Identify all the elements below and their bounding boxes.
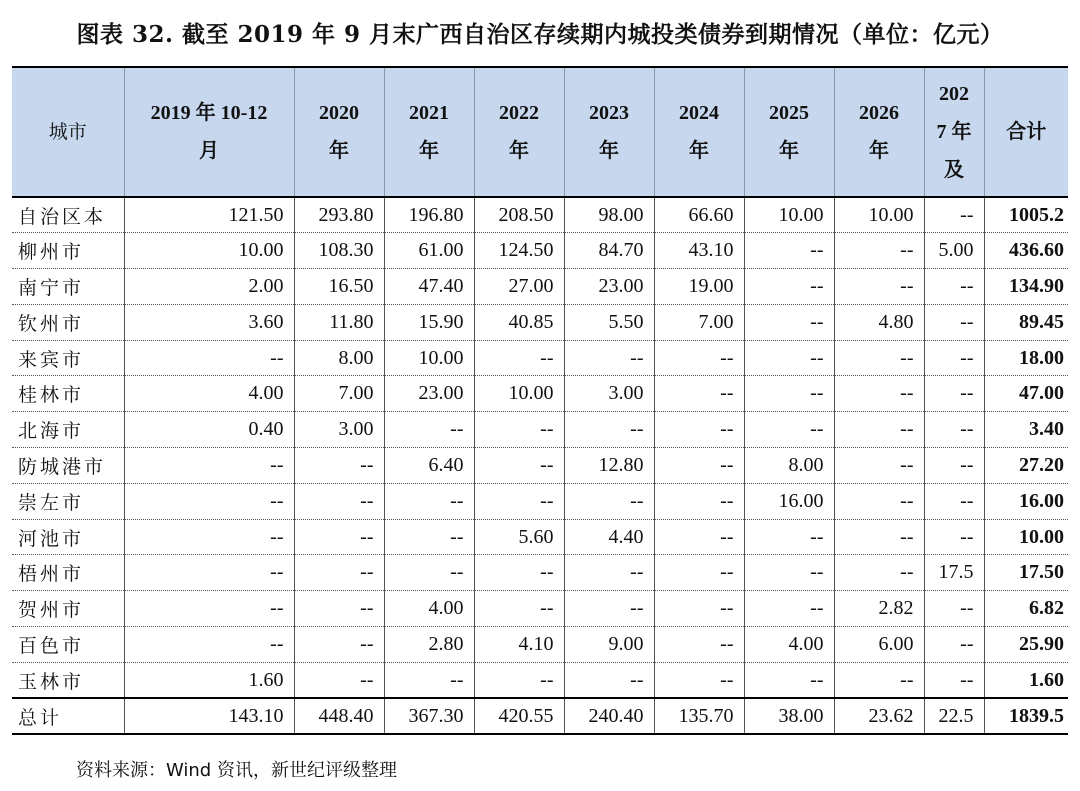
city-cell: 自治区本	[12, 197, 124, 233]
table-row	[12, 197, 1068, 233]
value-cell: 98.00	[564, 197, 654, 233]
header-year-line1: 2021	[409, 102, 449, 124]
value-cell: 1.60	[124, 662, 294, 698]
header-year-line2: 月	[199, 140, 219, 162]
value-cell: 3.00	[564, 376, 654, 412]
value-cell: --	[924, 448, 984, 484]
value-cell: --	[654, 591, 744, 627]
total-cell: 18.00	[984, 340, 1068, 376]
header-year-line2: 年	[689, 140, 709, 162]
value-cell: 4.00	[124, 376, 294, 412]
city-cell: 梧州市	[12, 555, 124, 591]
value-cell: 4.80	[834, 304, 924, 340]
value-cell: --	[654, 555, 744, 591]
value-cell: --	[744, 591, 834, 627]
value-cell: --	[744, 340, 834, 376]
source-note: 资料来源：Wind 资讯，新世纪评级整理	[76, 760, 397, 781]
value-cell: 10.00	[474, 376, 564, 412]
value-cell: 5.60	[474, 519, 564, 555]
value-cell: --	[924, 197, 984, 233]
header-year-last-line2: 7 年	[936, 121, 972, 143]
value-cell: --	[654, 519, 744, 555]
value-cell: --	[654, 662, 744, 698]
header-year	[654, 67, 744, 197]
value-cell: 16.50	[294, 269, 384, 305]
city-cell: 百色市	[12, 627, 124, 663]
value-cell: 23.00	[384, 376, 474, 412]
value-cell: --	[924, 269, 984, 305]
table-title: 图表 32. 截至 2019 年 9 月末广西自治区存续期内城投类债券到期情况（单位：亿元）	[76, 21, 1004, 48]
total-cell: 1839.5	[984, 698, 1068, 734]
value-cell: --	[294, 662, 384, 698]
table-body	[12, 197, 1068, 734]
header-year-line2: 年	[419, 140, 439, 162]
value-cell: --	[654, 376, 744, 412]
value-cell: 3.00	[294, 412, 384, 448]
table-row	[12, 519, 1068, 555]
value-cell: --	[294, 591, 384, 627]
value-cell: --	[564, 591, 654, 627]
city-cell: 南宁市	[12, 269, 124, 305]
value-cell: 66.60	[654, 197, 744, 233]
value-cell: --	[744, 555, 834, 591]
total-cell: 27.20	[984, 448, 1068, 484]
table-row	[12, 448, 1068, 484]
value-cell: 0.40	[124, 412, 294, 448]
value-cell: 7.00	[654, 304, 744, 340]
header-year	[124, 67, 294, 197]
value-cell: --	[474, 483, 564, 519]
value-cell: 4.00	[384, 591, 474, 627]
value-cell: --	[294, 555, 384, 591]
value-cell: 47.40	[384, 269, 474, 305]
value-cell: --	[294, 627, 384, 663]
header-year-line1: 2023	[589, 102, 629, 124]
value-cell: --	[384, 519, 474, 555]
value-cell: --	[834, 519, 924, 555]
city-cell: 桂林市	[12, 376, 124, 412]
value-cell: --	[834, 412, 924, 448]
value-cell: --	[834, 448, 924, 484]
city-cell: 北海市	[12, 412, 124, 448]
value-cell: --	[924, 304, 984, 340]
header-year-line2: 年	[599, 140, 619, 162]
header-year	[744, 67, 834, 197]
value-cell: 135.70	[654, 698, 744, 734]
value-cell: 4.10	[474, 627, 564, 663]
header-year-line2: 年	[509, 140, 529, 162]
value-cell: 108.30	[294, 233, 384, 269]
value-cell: --	[384, 662, 474, 698]
value-cell: 16.00	[744, 483, 834, 519]
table-row	[12, 233, 1068, 269]
table-row	[12, 483, 1068, 519]
value-cell: --	[654, 412, 744, 448]
value-cell: --	[474, 662, 564, 698]
value-cell: 38.00	[744, 698, 834, 734]
header-year	[474, 67, 564, 197]
total-cell: 17.50	[984, 555, 1068, 591]
value-cell: --	[124, 627, 294, 663]
value-cell: 11.80	[294, 304, 384, 340]
value-cell: --	[294, 448, 384, 484]
header-year-line2: 年	[779, 140, 799, 162]
city-cell: 贺州市	[12, 591, 124, 627]
value-cell: 84.70	[564, 233, 654, 269]
value-cell: --	[744, 519, 834, 555]
header-year-line1: 2022	[499, 102, 539, 124]
city-cell: 柳州市	[12, 233, 124, 269]
value-cell: 6.00	[834, 627, 924, 663]
city-cell: 玉林市	[12, 662, 124, 698]
value-cell: 23.62	[834, 698, 924, 734]
value-cell: --	[474, 555, 564, 591]
header-year	[294, 67, 384, 197]
table-row	[12, 627, 1068, 663]
total-cell: 25.90	[984, 627, 1068, 663]
value-cell: --	[744, 376, 834, 412]
value-cell: 23.00	[564, 269, 654, 305]
value-cell: --	[924, 340, 984, 376]
value-cell: --	[654, 340, 744, 376]
value-cell: --	[834, 555, 924, 591]
value-cell: 6.40	[384, 448, 474, 484]
value-cell: --	[124, 340, 294, 376]
value-cell: --	[924, 662, 984, 698]
value-cell: 124.50	[474, 233, 564, 269]
value-cell: 12.80	[564, 448, 654, 484]
value-cell: --	[294, 483, 384, 519]
value-cell: --	[834, 376, 924, 412]
value-cell: 448.40	[294, 698, 384, 734]
value-cell: 143.10	[124, 698, 294, 734]
header-year-line1: 2020	[319, 102, 359, 124]
value-cell: --	[564, 412, 654, 448]
header-year	[384, 67, 474, 197]
city-cell: 河池市	[12, 519, 124, 555]
value-cell: 293.80	[294, 197, 384, 233]
value-cell: --	[124, 448, 294, 484]
value-cell: --	[124, 483, 294, 519]
table-row	[12, 662, 1068, 698]
total-cell: 6.82	[984, 591, 1068, 627]
value-cell: 4.00	[744, 627, 834, 663]
total-cell: 1.60	[984, 662, 1068, 698]
value-cell: --	[294, 519, 384, 555]
city-cell: 防城港市	[12, 448, 124, 484]
table-row	[12, 591, 1068, 627]
value-cell: --	[384, 412, 474, 448]
value-cell: 3.60	[124, 304, 294, 340]
table-row	[12, 555, 1068, 591]
value-cell: 367.30	[384, 698, 474, 734]
city-cell: 钦州市	[12, 304, 124, 340]
value-cell: --	[384, 555, 474, 591]
summary-row	[12, 698, 1068, 734]
value-cell: --	[834, 269, 924, 305]
value-cell: --	[924, 483, 984, 519]
table-row	[12, 269, 1068, 305]
header-year-line1: 2019 年 10-12	[150, 102, 268, 124]
value-cell: 10.00	[744, 197, 834, 233]
value-cell: 17.5	[924, 555, 984, 591]
bond-maturity-table	[12, 66, 1068, 735]
value-cell: --	[834, 483, 924, 519]
value-cell: 22.5	[924, 698, 984, 734]
value-cell: 27.00	[474, 269, 564, 305]
total-cell: 1005.2	[984, 197, 1068, 233]
value-cell: --	[924, 376, 984, 412]
value-cell: --	[924, 627, 984, 663]
value-cell: 208.50	[474, 197, 564, 233]
city-cell: 崇左市	[12, 483, 124, 519]
value-cell: 8.00	[744, 448, 834, 484]
header-year-line1: 2024	[679, 102, 719, 124]
value-cell: --	[474, 591, 564, 627]
header-year	[564, 67, 654, 197]
header-total: 合计	[984, 67, 1068, 197]
value-cell: 15.90	[384, 304, 474, 340]
header-year-line2: 年	[869, 140, 889, 162]
value-cell: --	[564, 483, 654, 519]
header-year-line1: 2025	[769, 102, 809, 124]
value-cell: --	[124, 555, 294, 591]
value-cell: --	[124, 591, 294, 627]
header-year-line2: 年	[329, 140, 349, 162]
value-cell: --	[744, 269, 834, 305]
value-cell: 2.80	[384, 627, 474, 663]
value-cell: 40.85	[474, 304, 564, 340]
value-cell: 19.00	[654, 269, 744, 305]
total-cell: 3.40	[984, 412, 1068, 448]
value-cell: 10.00	[834, 197, 924, 233]
value-cell: --	[654, 448, 744, 484]
value-cell: 10.00	[384, 340, 474, 376]
value-cell: --	[744, 662, 834, 698]
header-row	[12, 67, 1068, 197]
value-cell: --	[124, 519, 294, 555]
value-cell: 240.40	[564, 698, 654, 734]
value-cell: 43.10	[654, 233, 744, 269]
total-cell: 10.00	[984, 519, 1068, 555]
value-cell: --	[474, 448, 564, 484]
total-cell: 436.60	[984, 233, 1068, 269]
value-cell: --	[834, 340, 924, 376]
value-cell: --	[384, 483, 474, 519]
value-cell: --	[924, 412, 984, 448]
total-cell: 89.45	[984, 304, 1068, 340]
value-cell: 196.80	[384, 197, 474, 233]
value-cell: 8.00	[294, 340, 384, 376]
value-cell: --	[924, 591, 984, 627]
value-cell: --	[564, 340, 654, 376]
value-cell: 420.55	[474, 698, 564, 734]
value-cell: --	[564, 662, 654, 698]
table-row	[12, 376, 1068, 412]
value-cell: 5.00	[924, 233, 984, 269]
value-cell: --	[834, 662, 924, 698]
value-cell: 121.50	[124, 197, 294, 233]
city-cell: 总计	[12, 698, 124, 734]
value-cell: 7.00	[294, 376, 384, 412]
header-year	[834, 67, 924, 197]
value-cell: --	[474, 412, 564, 448]
value-cell: --	[834, 233, 924, 269]
header-year-last-line1: 202	[939, 83, 969, 105]
value-cell: --	[564, 555, 654, 591]
header-year-line1: 2026	[859, 102, 899, 124]
value-cell: --	[924, 519, 984, 555]
value-cell: --	[744, 412, 834, 448]
value-cell: 61.00	[384, 233, 474, 269]
value-cell: --	[654, 483, 744, 519]
total-cell: 47.00	[984, 376, 1068, 412]
value-cell: --	[744, 233, 834, 269]
header-year-last	[924, 67, 984, 197]
value-cell: --	[744, 304, 834, 340]
table-row	[12, 412, 1068, 448]
header-city: 城市	[12, 67, 124, 197]
value-cell: 9.00	[564, 627, 654, 663]
table-row	[12, 340, 1068, 376]
value-cell: 10.00	[124, 233, 294, 269]
value-cell: 2.82	[834, 591, 924, 627]
header-year-last-line3: 及	[944, 159, 964, 181]
total-cell: 134.90	[984, 269, 1068, 305]
value-cell: --	[474, 340, 564, 376]
value-cell: 5.50	[564, 304, 654, 340]
city-cell: 来宾市	[12, 340, 124, 376]
value-cell: 2.00	[124, 269, 294, 305]
total-cell: 16.00	[984, 483, 1068, 519]
table-row	[12, 304, 1068, 340]
value-cell: --	[654, 627, 744, 663]
value-cell: 4.40	[564, 519, 654, 555]
